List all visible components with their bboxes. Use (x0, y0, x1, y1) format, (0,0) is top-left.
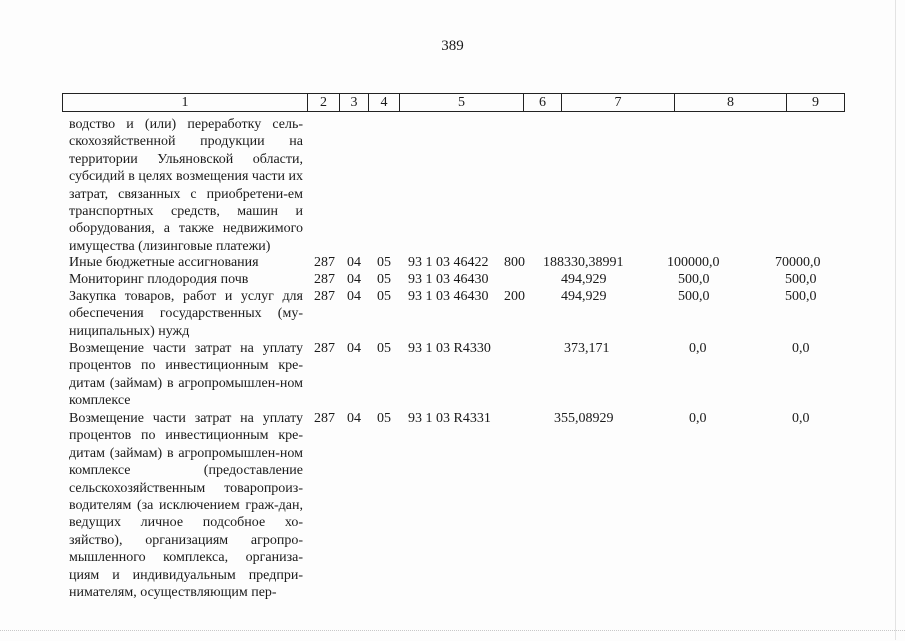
row-name: Закупка товаров, работ и услуг для обеспечения государственных (му-ниципальных) нужд (69, 289, 303, 339)
row-c7: 494,929 (561, 272, 607, 287)
row-c2: 287 (314, 341, 335, 356)
row-c8: 500,0 (678, 289, 710, 304)
row-c6: 800 (504, 255, 525, 270)
row-c9: 500,0 (785, 272, 817, 287)
row-name: Мониторинг плодородия почв (69, 272, 249, 287)
row-c7: 188330,38991 (543, 255, 624, 270)
row-c3: 04 (347, 289, 361, 304)
row-c5: 93 1 03 R4330 (408, 341, 491, 356)
row-c3: 04 (347, 341, 361, 356)
row-c3: 04 (347, 411, 361, 426)
row-c5: 93 1 03 46422 (408, 255, 489, 270)
row-c4: 05 (377, 255, 391, 270)
row-c5: 93 1 03 R4331 (408, 411, 491, 426)
row-c7: 494,929 (561, 289, 607, 304)
row-c9: 0,0 (792, 411, 810, 426)
row-c7: 355,08929 (554, 411, 614, 426)
row-c2: 287 (314, 272, 335, 287)
row-name: Иные бюджетные ассигнования (69, 255, 259, 270)
row-c9: 500,0 (785, 289, 817, 304)
page-number: 389 (441, 38, 464, 54)
row-c4: 05 (377, 341, 391, 356)
row-c4: 05 (377, 411, 391, 426)
column-header-8: 8 (675, 94, 787, 111)
row-c5: 93 1 03 46430 (408, 272, 489, 287)
row-c8: 100000,0 (667, 255, 720, 270)
column-header-1: 1 (63, 94, 308, 111)
row-c7: 373,171 (564, 341, 610, 356)
row-c4: 05 (377, 272, 391, 287)
row-c4: 05 (377, 289, 391, 304)
row-c2: 287 (314, 255, 335, 270)
row-c9: 70000,0 (775, 255, 821, 270)
row-c8: 0,0 (689, 341, 707, 356)
column-header-2: 2 (308, 94, 340, 111)
column-header-3: 3 (340, 94, 369, 111)
column-header-5: 5 (400, 94, 524, 111)
continuation-text: водство и (или) переработку сель-скохозяйственной продукции на территории Ульяновской области, субсидий в целях возмещения части их затрат, связанных с приобретени-ем транспортных средств, машин и оборудования, а также недвижимого имущества (лизинговые платежи) (69, 117, 303, 254)
row-c9: 0,0 (792, 341, 810, 356)
column-header-9: 9 (812, 95, 819, 110)
column-header-7: 7 (562, 94, 675, 111)
row-c8: 500,0 (678, 272, 710, 287)
row-c2: 287 (314, 411, 335, 426)
row-name: Возмещение части затрат на уплату процентов по инвестиционным кре-дитам (займам) в агропромышлен-ном комплексе (69, 341, 303, 409)
row-c3: 04 (347, 272, 361, 287)
row-name: Возмещение части затрат на уплату процентов по инвестиционным кре-дитам (займам) в агропромышлен-ном комплексе (предоставление сельскохозяйственным товаропроиз-водителям (за исключением граж-дан, ведущих личное подсобное хо-зяйство), организациям агропро-мышленного комплекса, организа-циям и индивидуальным предпри-нимателям, осуществляющим пер- (69, 411, 303, 601)
column-header-6: 6 (524, 94, 562, 111)
row-c3: 04 (347, 255, 361, 270)
row-c5: 93 1 03 46430 (408, 289, 489, 304)
page-right-edge (895, 0, 896, 640)
row-c2: 287 (314, 289, 335, 304)
page-bottom-edge (0, 630, 905, 641)
table-header (62, 93, 845, 112)
row-c8: 0,0 (689, 411, 707, 426)
row-c6: 200 (504, 289, 525, 304)
column-header-4: 4 (369, 94, 400, 111)
